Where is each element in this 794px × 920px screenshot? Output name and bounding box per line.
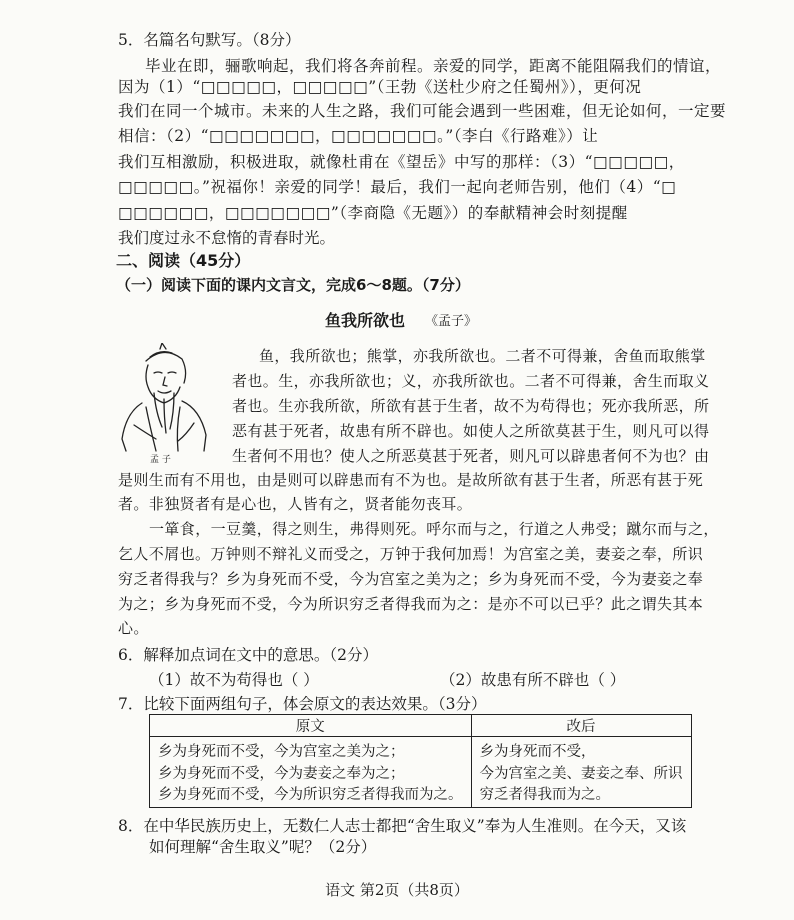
passage-author: 《孟子》 <box>425 314 478 329</box>
passage-line: 是则生而有不用也，由是则可以辟患而有不为也。是故所欲有甚于生者，所恶有甚于死 <box>118 471 704 489</box>
q5-line: 相信：（2）“□□□□□□□，□□□□□□□。”（李白《行路难》）让 <box>118 127 599 145</box>
page-footer: 语文 第2页（共8页） <box>325 881 469 899</box>
q5-line: 因为（1）“□□□□□，□□□□□”（王勃《送杜少府之任蜀州》），更何况 <box>118 78 642 96</box>
section-heading: 二、阅读（45分） <box>116 251 251 270</box>
original-sentence: 乡为身死而不受，今为宫室之美为之； <box>158 744 405 760</box>
passage-line: 心。 <box>118 619 149 637</box>
q6-heading: 6．解释加点词在文中的意思。（2分） <box>118 646 378 664</box>
passage-line: 一箪食，一豆羹，得之则生，弗得则死。呼尔而与之，行道之人弗受；蹴尔而与之， <box>149 520 719 538</box>
q8-line: 如何理解“舍生取义”呢？（2分） <box>149 838 377 856</box>
passage-line: 生者何不用也？使人之所恶莫甚于死者，则凡可以辟患者何不为也？由 <box>232 447 710 465</box>
revised-cell <box>471 737 691 808</box>
portrait-caption: 孟 子 <box>150 455 171 465</box>
q8-line: 8．在中华民族历史上，无数仁人志士都把“舍生取义”奉为人生准则。在今天，又该 <box>118 817 687 835</box>
revised-sentence: 乡为身死而不受， <box>479 744 596 760</box>
q6-item-1[interactable]: （1）故不为苟得也（ ） <box>149 671 319 689</box>
q6-item-2[interactable]: （2）故患有所不辟也（ ） <box>440 671 626 689</box>
q7-heading: 7．比较下面两组句子，体会原文的表达效果。（3分） <box>118 695 487 713</box>
part-heading: （一）阅读下面的课内文言文，完成6～8题。（7分） <box>116 276 470 294</box>
q5-line: 我们度过永不怠惰的青春时光。 <box>118 229 336 247</box>
q5-line: □□□□□。”祝福你！亲爱的同学！最后，我们一起向老师告别，他们（4）“□ <box>118 178 677 196</box>
passage-title: 鱼我所欲也 <box>325 311 406 330</box>
original-cell <box>150 737 472 808</box>
original-sentence: 乡为身死而不受，今为所识穷乏者得我而为之。 <box>158 787 463 803</box>
q5-line: □□□□□□，□□□□□□□”（李商隐《无题》）的奉献精神会时刻提醒 <box>118 204 628 222</box>
passage-line: 者也。生，亦我所欲也；义，亦我所欲也。二者不可得兼，舍生而取义 <box>232 372 710 390</box>
passage-line: 者。非独贤者有是心也，人皆有之，贤者能勿丧耳。 <box>118 495 473 513</box>
passage-line: 鱼，我所欲也；熊掌，亦我所欲也。二者不可得兼，舍鱼而取熊掌 <box>259 347 706 365</box>
passage-line: 乞人不屑也。万钟则不辩礼义而受之，万钟于我何加焉！为宫室之美，妻妾之奉，所识 <box>118 545 704 563</box>
passage-line: 恶有甚于死者，故患有所不辟也。如使人之所欲莫甚于生，则凡可以得 <box>232 422 710 440</box>
comparison-table <box>149 714 692 808</box>
table-header-revised: 改后 <box>471 715 691 737</box>
passage-line: 者也。生亦我所欲，所欲有甚于生者，故不为苟得也；死亦我所恶，所 <box>232 397 710 415</box>
q5-line: 我们互相激励，积极进取，就像杜甫在《望岳》中写的那样：（3）“□□□□□， <box>118 153 685 171</box>
revised-sentence: 今为宫室之美、妻妾之奉、所识 <box>479 765 683 782</box>
passage-line: 为之；乡为身死而不受，今为所识穷乏者得我而为之：是亦不可以已乎？此之谓失其本 <box>118 595 704 613</box>
table-header-original: 原文 <box>150 715 472 737</box>
q5-line: 毕业在即，骊歌响起，我们将各奔前程。亲爱的同学，距离不能阻隔我们的情谊， <box>145 57 722 75</box>
mencius-portrait <box>116 343 212 453</box>
q5-heading: 5．名篇名句默写。（8分） <box>118 31 301 49</box>
original-sentence: 乡为身死而不受，今为妻妾之奉为之； <box>158 765 405 782</box>
passage-line: 穷乏者得我与？乡为身死而不受，今为宫室之美为之；乡为身死而不受，今为妻妾之奉 <box>118 570 704 588</box>
revised-sentence: 穷乏者得我而为之。 <box>479 787 610 803</box>
q5-line: 我们在同一个城市。未来的人生之路，我们可能会遇到一些困难，但无论如何，一定要 <box>118 102 727 120</box>
